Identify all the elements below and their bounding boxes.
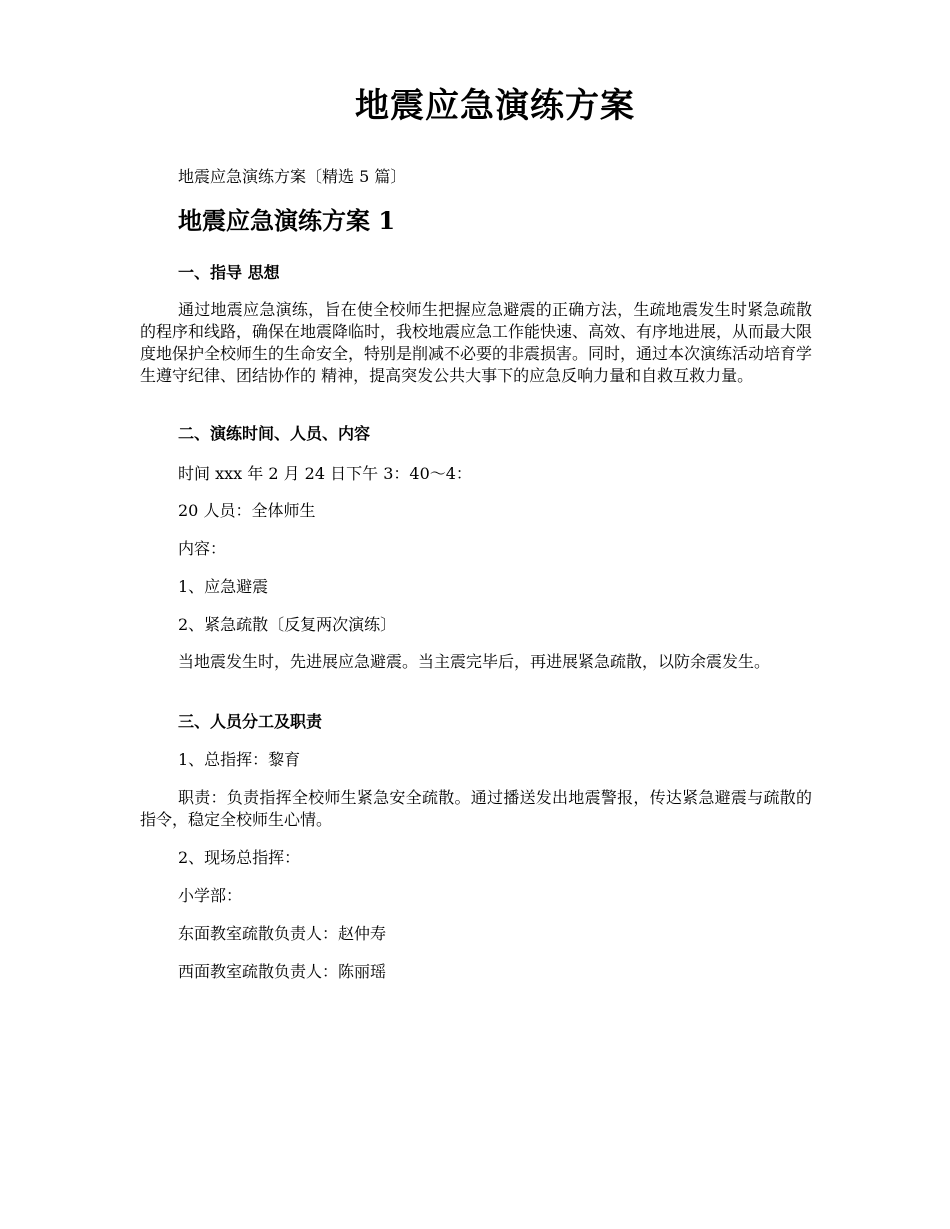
- section-title: 地震应急演练方案 1: [178, 206, 396, 235]
- paragraph-procedure: 当地震发生时，先进展应急避震。当主震完毕后，再进展紧急疏散，以防余震发生。: [178, 652, 771, 671]
- line-content: 内容：: [178, 539, 227, 558]
- line-item-1: 1、应急避震: [178, 577, 269, 596]
- heading-roles: 三、人员分工及职责: [178, 712, 323, 731]
- document-title: 地震应急演练方案: [355, 86, 635, 126]
- line-primary-school: 小学部：: [178, 886, 243, 905]
- paragraph-purpose: 通过地震应急演练，旨在使全校师生把握应急避震的正确方法，生疏地震发生时紧急疏散的程序和线路，确保在地震降临时，我校地震应急工作能快速、高效、有序地进展，从而最大限度地保护全校师生的生命安全，特别是削减不必要的非震损害。同时，通过本次演练活动培育学生遵守纪律、团结协作的 精神，提高突发公共大事下的应急反响力量和自救互救力量。: [140, 300, 813, 385]
- document-subtitle: 地震应急演练方案〔精选 5 篇〕: [178, 167, 407, 186]
- line-east-lead: 东面教室疏散负责人：赵仲寿: [178, 924, 387, 943]
- paragraph-duties: 职责：负责指挥全校师生紧急安全疏散。通过播送发出地震警报，传达紧急避震与疏散的指令，稳定全校师生心情。: [140, 788, 812, 829]
- line-item-2: 2、紧急疏散〔反复两次演练〕: [178, 615, 397, 634]
- line-commander: 1、总指挥：黎育: [178, 750, 301, 769]
- heading-time-people-content: 二、演练时间、人员、内容: [178, 424, 371, 443]
- heading-guiding-ideology: 一、指导 思想: [178, 263, 280, 282]
- line-site-commander: 2、现场总指挥：: [178, 848, 301, 867]
- line-time: 时间 xxx 年 2 月 24 日下午 3：40～4：: [178, 464, 472, 483]
- line-people: 20 人员：全体师生: [178, 501, 316, 520]
- line-west-lead: 西面教室疏散负责人：陈丽瑶: [178, 962, 387, 981]
